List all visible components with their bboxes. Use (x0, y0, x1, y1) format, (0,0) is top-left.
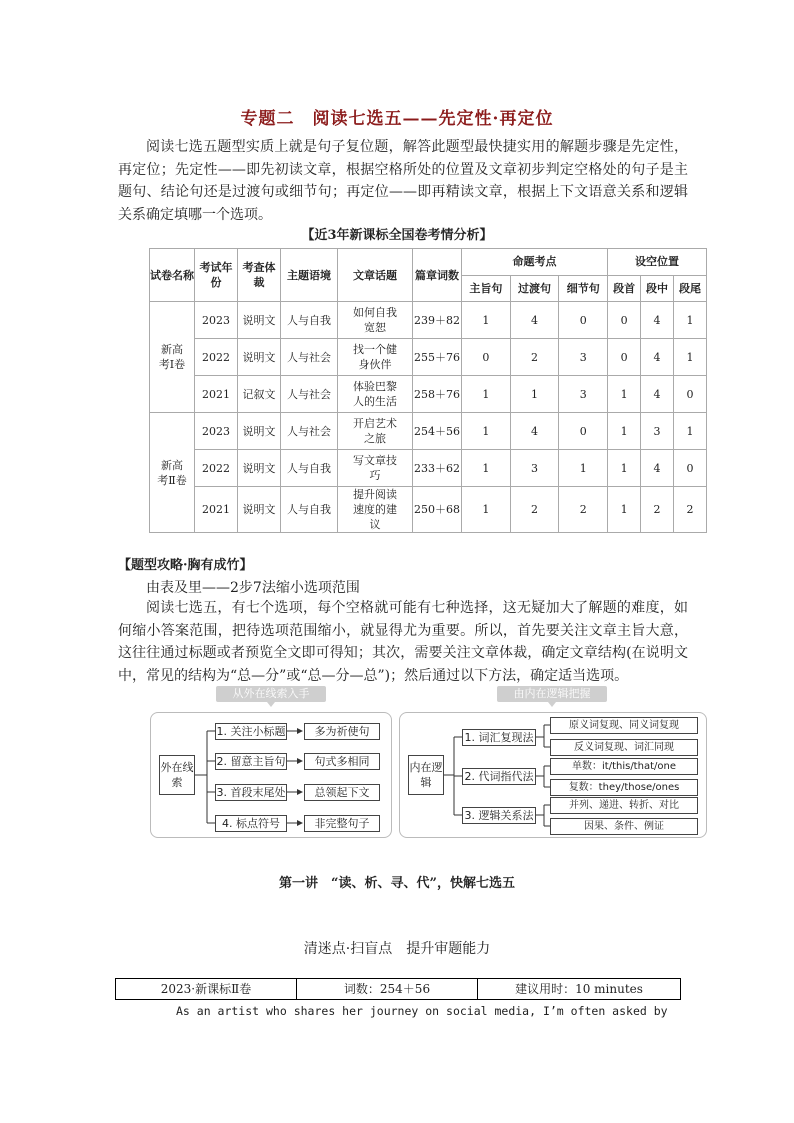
strategy-subheading: 由表及里——2步7法缩小选项范围 (146, 580, 360, 596)
left-result-node: 句式多相同 (304, 753, 380, 770)
th-words: 篇章词数 (413, 249, 462, 302)
cell-first: 1 (608, 487, 641, 533)
cell-detail: 2 (559, 487, 608, 533)
th-mid: 段中 (641, 275, 674, 302)
info-source: 2023·新课标Ⅱ卷 (116, 979, 297, 999)
cell-main: 1 (462, 487, 511, 533)
th-genre: 考查体裁 (238, 249, 281, 302)
paper-name-cell: 新高考Ⅰ卷 (150, 302, 195, 413)
left-root-node: 外在线索 (159, 755, 195, 795)
th-paper: 试卷名称 (150, 249, 195, 302)
table-caption: 【近3年新课标全国卷考情分析】 (301, 228, 493, 243)
intro-paragraph: 阅读七选五题型实质上就是句子复位题，解答此题型最快捷实用的解题步骤是先定性，再定位；先定性——即先初读文章，根据空格所处的位置及文章初步判定空格处的句子是主题句、结论句还是过渡句或细节句；再定位——即再精读文章，根据上下文语意关系和逻辑关系确定填哪一个选项。 (118, 139, 688, 223)
cell-genre: 说明文 (238, 339, 281, 376)
cell-topic: 体验巴黎人的生活 (338, 376, 413, 413)
left-method-node: 3. 首段末尾处 (216, 786, 286, 799)
cell-topic: 如何自我宽恕 (338, 302, 413, 339)
cell-detail: 3 (559, 339, 608, 376)
cell-detail: 3 (559, 376, 608, 413)
cell-mid: 3 (641, 413, 674, 450)
cell-first: 1 (608, 376, 641, 413)
cell-genre: 说明文 (238, 413, 281, 450)
cell-detail: 1 (559, 450, 608, 487)
paper-name-cell: 新高考Ⅱ卷 (150, 413, 195, 533)
cell-main: 1 (462, 302, 511, 339)
right-result-node: 反义词复现、词汇同现 (550, 739, 698, 756)
cell-end: 1 (674, 302, 707, 339)
cell-words: 250＋68 (413, 487, 462, 533)
left-result-node: 总领起下文 (304, 784, 380, 801)
left-method-node: 4. 标点符号 (215, 815, 287, 832)
cell-year: 2023 (195, 413, 238, 450)
cell-mid: 4 (641, 302, 674, 339)
cell-trans: 1 (510, 376, 559, 413)
th-detail: 细节句 (559, 275, 608, 302)
section-title: 清迷点·扫盲点 提升审题能力 (303, 941, 491, 957)
cell-end: 1 (674, 339, 707, 376)
th-main: 主旨句 (462, 275, 511, 302)
cell-genre: 说明文 (238, 302, 281, 339)
cell-year: 2021 (195, 376, 238, 413)
cell-trans: 2 (510, 339, 559, 376)
cell-context: 人与社会 (281, 339, 338, 376)
left-banner-arrow (267, 702, 275, 707)
cell-context: 人与社会 (281, 376, 338, 413)
cell-topic: 找一个健身伙伴 (338, 339, 413, 376)
cell-end: 0 (674, 450, 707, 487)
cell-trans: 4 (510, 302, 559, 339)
th-first: 段首 (608, 275, 641, 302)
th-end: 段尾 (674, 275, 707, 302)
info-bar (115, 978, 681, 1000)
cell-trans: 3 (510, 450, 559, 487)
table-row (150, 339, 707, 376)
cell-mid: 4 (641, 376, 674, 413)
right-diagram (399, 712, 707, 838)
cell-main: 1 (462, 413, 511, 450)
cell-year: 2021 (195, 487, 238, 533)
right-method-node: 3. 逻辑关系法 (462, 807, 536, 824)
passage-first-line: As an artist who shares her journey on social media, I’m often asked by (176, 1004, 668, 1018)
right-banner-arrow (548, 702, 556, 707)
right-result-node: 复数：they/those/ones (550, 779, 698, 796)
cell-context: 人与社会 (281, 413, 338, 450)
cell-words: 254＋56 (413, 413, 462, 450)
th-topic: 文章话题 (338, 249, 413, 302)
cell-end: 0 (674, 376, 707, 413)
cell-year: 2022 (195, 339, 238, 376)
right-method-node: 2. 代词指代法 (462, 768, 536, 785)
left-result-node: 非完整句子 (304, 815, 380, 832)
exam-analysis-table (149, 248, 707, 533)
right-root-node: 内在逻辑 (408, 755, 444, 795)
strategy-body: 阅读七选五，有七个选项，每个空格就可能有七种选择，这无疑加大了解题的难度，如何缩小答案范围，把待选项范围缩小，就显得尤为重要。所以，首先要关注文章主旨大意，这往往通过标题或者预览全文即可得知；其次，需要关注文章体裁，确定文章结构(在说明文中，常见的结构为“总—分”或“总—分—总”)；然后通过以下方法，确定适当选项。 (118, 600, 688, 684)
cell-mid: 2 (641, 487, 674, 533)
cell-main: 1 (462, 450, 511, 487)
lecture-title: 第一讲 “读、析、寻、代”，快解七选五 (279, 876, 515, 891)
cell-main: 1 (462, 376, 511, 413)
cell-detail: 0 (559, 413, 608, 450)
right-result-node: 因果、条件、例证 (550, 818, 698, 835)
right-result-node: 原义词复现、同义词复现 (550, 717, 698, 734)
left-result-node: 多为祈使句 (304, 723, 380, 740)
cell-words: 239＋82 (413, 302, 462, 339)
cell-topic: 开启艺术之旅 (338, 413, 413, 450)
table-row (150, 487, 707, 533)
cell-first: 0 (608, 339, 641, 376)
right-method-node: 1. 词汇复现法 (462, 729, 536, 746)
cell-first: 1 (608, 450, 641, 487)
cell-detail: 0 (559, 302, 608, 339)
left-diagram-banner: 从外在线索入手 (216, 686, 326, 702)
table-row (150, 302, 707, 339)
cell-first: 1 (608, 413, 641, 450)
th-context: 主题语境 (281, 249, 338, 302)
table-row (150, 450, 707, 487)
cell-main: 0 (462, 339, 511, 376)
cell-end: 2 (674, 487, 707, 533)
right-result-node: 单数：it/this/that/one (550, 758, 698, 775)
cell-topic: 写文章技巧 (338, 450, 413, 487)
cell-trans: 4 (510, 413, 559, 450)
th-year: 考试年份 (195, 249, 238, 302)
cell-genre: 说明文 (238, 450, 281, 487)
right-diagram-banner: 由内在逻辑把握 (497, 686, 607, 702)
table-row (150, 376, 707, 413)
cell-first: 0 (608, 302, 641, 339)
cell-trans: 2 (510, 487, 559, 533)
th-position: 设空位置 (608, 249, 707, 276)
cell-end: 1 (674, 413, 707, 450)
page-title: 专题二 阅读七选五——先定性·再定位 (240, 109, 554, 129)
strategy-heading: 【题型攻略·胸有成竹】 (118, 558, 253, 573)
cell-words: 258＋76 (413, 376, 462, 413)
th-trans: 过渡句 (510, 275, 559, 302)
th-points: 命题考点 (462, 249, 608, 276)
left-method-node: 1. 关注小标题 (216, 725, 286, 738)
info-time: 建议用时：10 minutes (515, 982, 643, 996)
cell-year: 2023 (195, 302, 238, 339)
cell-words: 233＋62 (413, 450, 462, 487)
cell-context: 人与自我 (281, 302, 338, 339)
info-words: 词数：254＋56 (297, 979, 478, 999)
right-result-node: 并列、递进、转折、对比 (550, 797, 698, 814)
cell-year: 2022 (195, 450, 238, 487)
cell-genre: 说明文 (238, 487, 281, 533)
cell-words: 255＋76 (413, 339, 462, 376)
cell-mid: 4 (641, 450, 674, 487)
cell-context: 人与自我 (281, 450, 338, 487)
left-diagram (150, 712, 392, 838)
cell-genre: 记叙文 (238, 376, 281, 413)
left-method-node: 2. 留意主旨句 (216, 755, 286, 768)
cell-mid: 4 (641, 339, 674, 376)
cell-context: 人与自我 (281, 487, 338, 533)
table-row (150, 413, 707, 450)
cell-topic: 提升阅读速度的建议 (338, 487, 413, 533)
